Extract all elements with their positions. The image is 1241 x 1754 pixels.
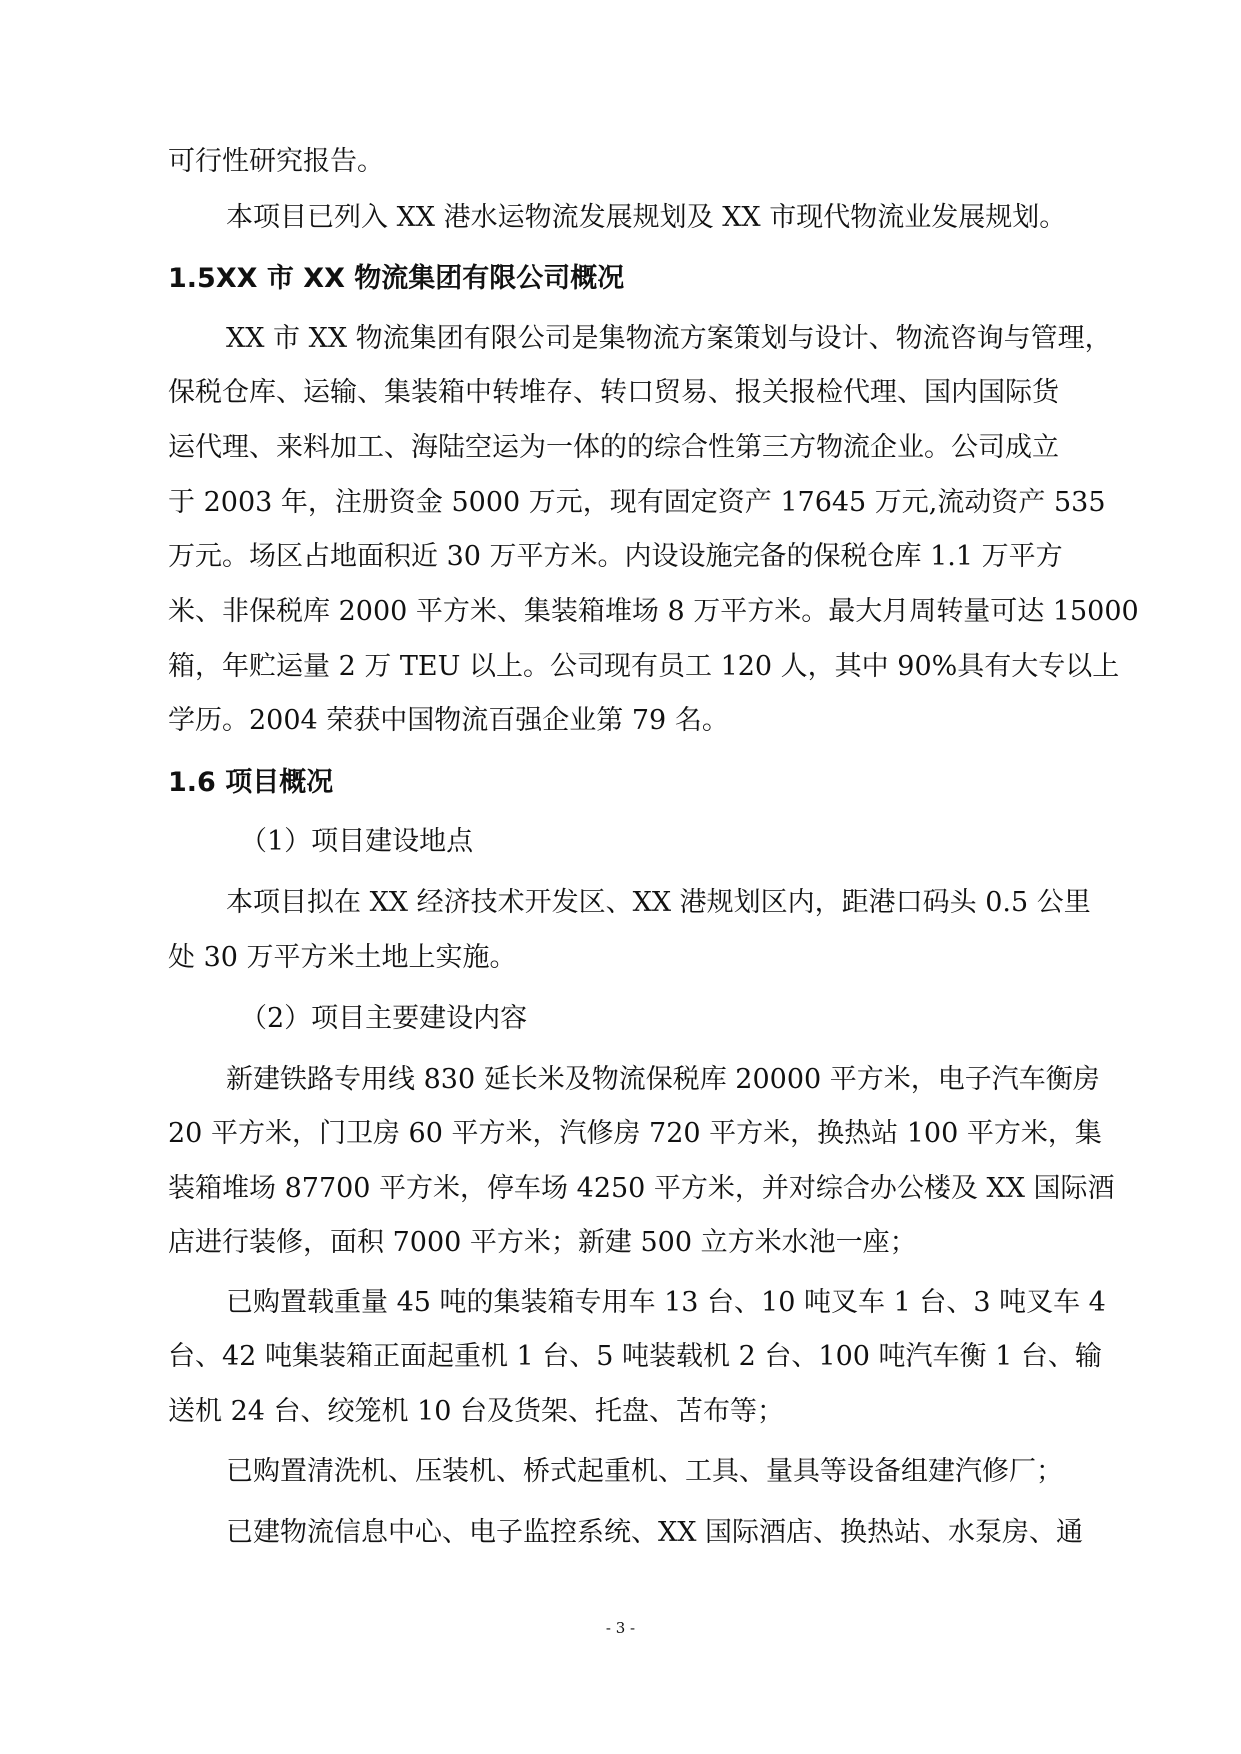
text-line: 箱，年贮运量 2 万 TEU 以上。公司现有员工 120 人，其中 90%具有大专以上 <box>168 651 1120 682</box>
section-heading-1-5: 1.5XX 市 XX 物流集团有限公司概况 <box>168 263 625 294</box>
text-line: 台、42 吨集装箱正面起重机 1 台、5 吨装载机 2 台、100 吨汽车衡 1 台、输 <box>168 1341 1102 1372</box>
text-line: 本项目已列入 XX 港水运物流发展规划及 XX 市现代物流业发展规划。 <box>226 202 1067 233</box>
text-line: 20 平方米，门卫房 60 平方米，汽修房 720 平方米，换热站 100 平方米，集 <box>168 1118 1102 1149</box>
text-line: 本项目拟在 XX 经济技术开发区、XX 港规划区内，距港口码头 0.5 公里 <box>226 887 1091 918</box>
subsection-heading: （2）项目主要建设内容 <box>240 1003 528 1034</box>
text-line: 学历。2004 荣获中国物流百强企业第 79 名。 <box>168 705 729 736</box>
text-line: 处 30 万平方米土地上实施。 <box>168 942 517 973</box>
text-line: 于 2003 年，注册资金 5000 万元，现有固定资产 17645 万元,流动资产 535 <box>168 487 1106 518</box>
text-line: XX 市 XX 物流集团有限公司是集物流方案策划与设计、物流咨询与管理， <box>226 323 1112 354</box>
text-line: 万元。场区占地面积近 30 万平方米。内设设施完备的保税仓库 1.1 万平方 <box>168 541 1063 572</box>
text-line: 店进行装修，面积 7000 平方米；新建 500 立方米水池一座； <box>168 1227 917 1258</box>
text-line: 新建铁路专用线 830 延长米及物流保税库 20000 平方米，电子汽车衡房 <box>226 1064 1100 1095</box>
section-heading-1-6: 1.6 项目概况 <box>168 767 334 798</box>
text-line: 保税仓库、运输、集装箱中转堆存、转口贸易、报关报检代理、国内国际货 <box>168 377 1059 408</box>
text-line: 已购置清洗机、压装机、桥式起重机、工具、量具等设备组建汽修厂； <box>226 1456 1063 1487</box>
text-line: 送机 24 台、绞笼机 10 台及货架、托盘、苫布等； <box>168 1396 785 1427</box>
page-number: - 3 - <box>605 1619 636 1637</box>
text-line: 运代理、来料加工、海陆空运为一体的的综合性第三方物流企业。公司成立 <box>168 432 1059 463</box>
text-line: 米、非保税库 2000 平方米、集装箱堆场 8 万平方米。最大月周转量可达 15000 <box>168 596 1139 627</box>
text-line: 已建物流信息中心、电子监控系统、XX 国际酒店、换热站、水泵房、通 <box>226 1517 1084 1548</box>
subsection-heading: （1）项目建设地点 <box>240 826 474 857</box>
text-line: 可行性研究报告。 <box>168 146 384 177</box>
text-line: 已购置载重量 45 吨的集装箱专用车 13 台、10 吨叉车 1 台、3 吨叉车 4 <box>226 1287 1106 1318</box>
text-line: 装箱堆场 87700 平方米，停车场 4250 平方米，并对综合办公楼及 XX 国际酒 <box>168 1173 1115 1204</box>
